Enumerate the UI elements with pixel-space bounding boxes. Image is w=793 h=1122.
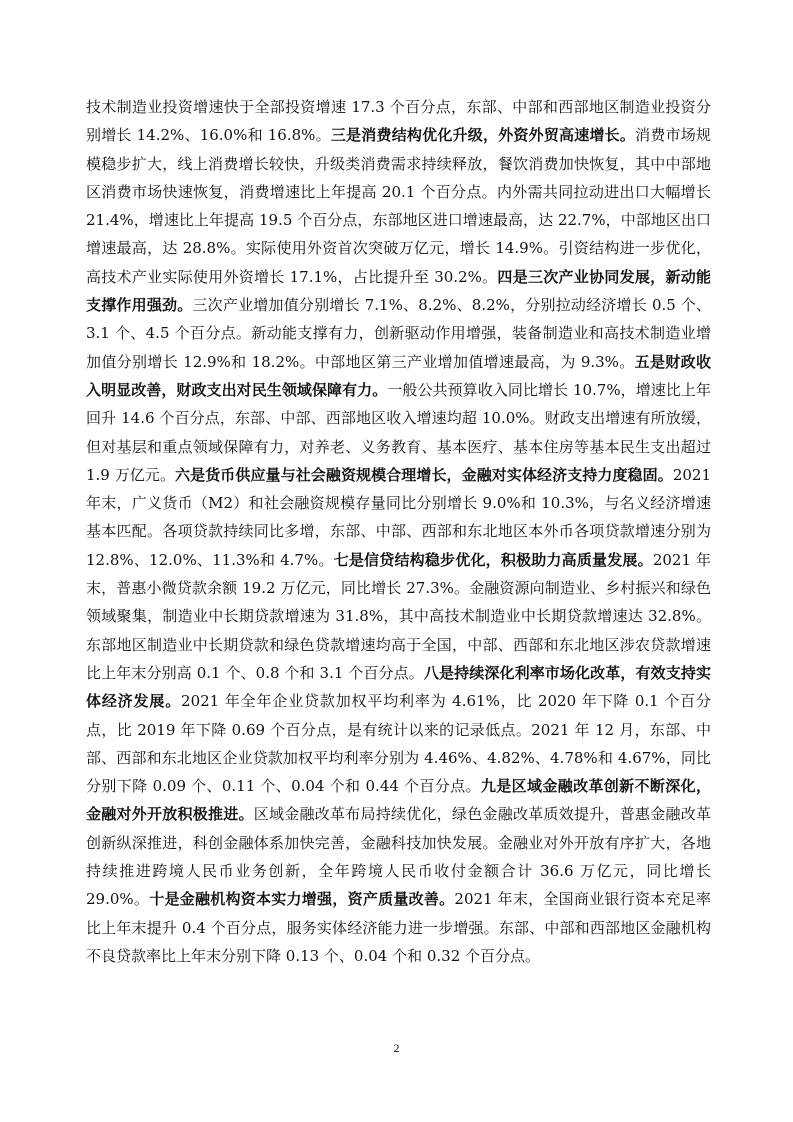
segment-text: 2021 年末，广义货币（M2）和社会融资规模存量同比分别增长 9.0%和 10.3%，与名义经济增速基本匹配。各项贷款持续同比多增，东部、中部、西部和东北地区本外币各项贷款增速分别为 12.8%、12.0%、11.3%和 4.7%。 [86,465,711,569]
section-heading-9: 九是区域金融改革创新不断深化，金融对外开放积极推进。 [86,777,711,824]
segment-text: 2021 年全年企业贷款加权平均利率为 4.61%，比 2020 年下降 0.1 个百分点，比 2019 年下降 0.69 个百分点，是有统计以来的记录低点。2021 年 12 月，东部、中部、西部和东北地区企业贷款加权平均利率分别为 4.46%、4.82%、4.78%和 4.67%，同比分别下降 0.09 个、0.11 个、0.04 个和 0.44 个百分点。 [86,692,711,796]
segment-text: 2021 年末，全国商业银行资本充足率比上年末提升 0.4 个百分点，服务实体经济能力进一步增强。东部、中部和西部地区金融机构不良贷款率比上年末分别下降 0.13 个、0.04 个和 0.32 个百分点。 [86,890,711,965]
section-heading-4: 四是三次产业协同发展，新动能支撑作用强劲。 [86,267,711,315]
section-heading-10: 十是金融机构资本实力增强，资产质量改善。 [149,890,455,909]
section-heading-8: 八是持续深化利率市场化改革，有效支持实体经济发展。 [86,663,711,711]
section-heading-5: 五是财政收入明显改善，财政支出对民生领域保障有力。 [86,352,711,399]
segment-text: 消费市场规模稳步扩大，线上消费增长较快，升级类消费需求持续释放，餐饮消费加快恢复，其中中部地区消费市场快速恢复，消费增速比上年提高 20.1 个百分点。内外需共同拉动进出口大幅增长 21.4%，增速比上年提高 19.5 个百分点，东部地区进口增速最高，达 22.7%，中部地区出口增速最高，达 28.8%。实际使用外资首次突破万亿元，增长 14.9%。引资结构进一步优化，高技术产业实际使用外资增长 17.1%，占比提升至 30.2%。 [86,126,711,286]
body-paragraph [86,93,711,970]
section-heading-6: 六是货币供应量与社会融资规模合理增长，金融对实体经济支持力度稳固。 [175,465,673,484]
page-number: 2 [393,1041,400,1055]
segment-text: 2021 年末，普惠小微贷款余额 19.2 万亿元，同比增长 27.3%。金融资源向制造业、乡村振兴和绿色领域聚集，制造业中长期贷款增速为 31.8%，其中高技术制造业中长期贷款增速达 32.8%。东部地区制造业中长期贷款和绿色贷款增速均高于全国，中部、西部和东北地区涉农贷款增速比上年末分别高 0.1 个、0.8 个和 3.1 个百分点。 [86,550,711,682]
segment-text: 一般公共预算收入同比增长 10.7%，增速比上年回升 14.6 个百分点，东部、中部、西部地区收入增速均超 10.0%。财政支出增速有所放缓，但对基层和重点领域保障有力，对养老、义务教育、基本医疗、基本住房等基本民生支出超过 1.9 万亿元。 [86,380,711,484]
segment-text: 区域金融改革布局持续优化，绿色金融改革质效提升，普惠金融改革创新纵深推进，科创金融体系加快完善，金融科技加快发展。金融业对外开放有序扩大，各地持续推进跨境人民币业务创新，全年跨境人民币收付金额合计 36.6 万亿元，同比增长 29.0%。 [86,805,711,909]
segment-text: 技术制造业投资增速快于全部投资增速 17.3 个百分点，东部、中部和西部地区制造业投资分别增长 14.2%、16.0%和 16.8%。 [86,98,711,145]
section-heading-7: 七是信贷结构稳步优化，积极助力高质量发展。 [333,550,653,569]
segment-text: 三次产业增加值分别增长 7.1%、8.2%、8.2%，分别拉动经济增长 0.5 个、3.1 个、4.5 个百分点。新动能支撑有力，创新驱动作用增强，装备制造业和高技术制造业增加值分别增长 12.9%和 18.2%。中部地区第三产业增加值增速最高，为 9.3%。 [86,296,711,371]
section-heading-3: 三是消费结构优化升级，外资外贸高速增长。 [330,126,636,145]
